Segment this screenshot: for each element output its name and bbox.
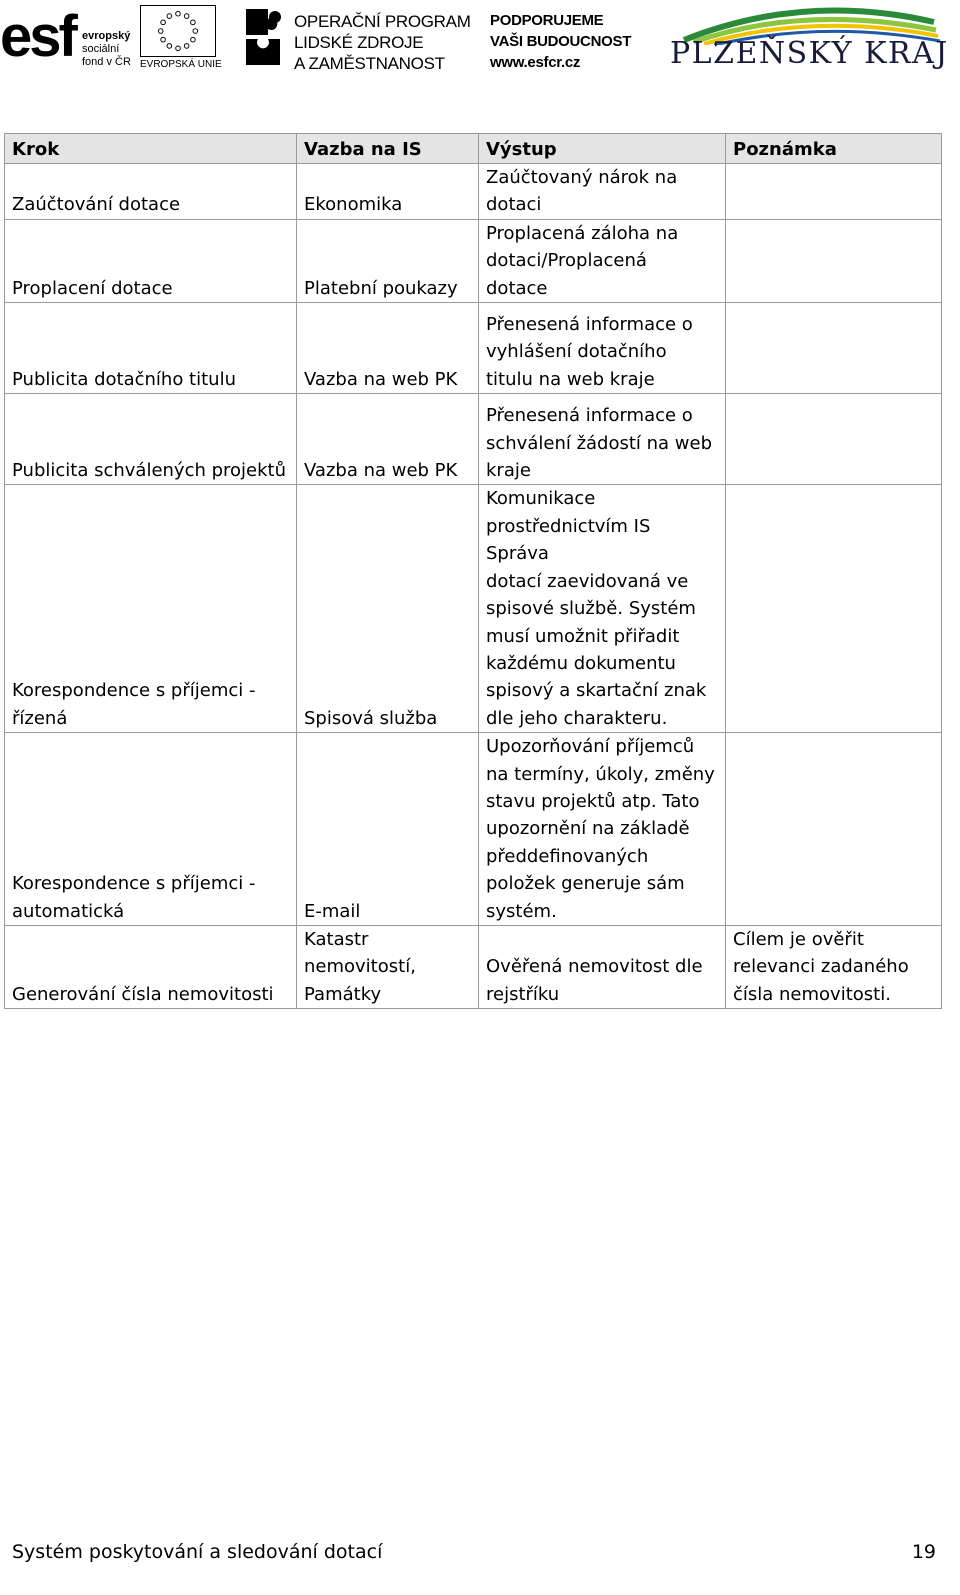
table-row	[5, 303, 942, 394]
table-cell-system: Vazba na web PK	[297, 394, 479, 485]
table-row	[5, 733, 942, 926]
table-cell-note	[726, 485, 942, 733]
process-steps-table	[4, 133, 942, 1009]
table-cell-output: Přenesená informace o vyhlášení dotačního titulu na web kraje	[479, 303, 726, 394]
esf-logo-line3: fond v ČR	[82, 56, 131, 68]
table-row	[5, 394, 942, 485]
table-cell-step: Zaúčtování dotace	[5, 164, 297, 220]
table-cell-note	[726, 164, 942, 220]
header-logo-bar	[0, 0, 960, 80]
eu-logo	[140, 5, 220, 71]
table-cell-step: Publicita dotačního titulu	[5, 303, 297, 394]
table-cell-system: Katastr nemovitostí, Památky	[297, 925, 479, 1008]
esf-logo-line2: sociální	[82, 43, 120, 55]
table-cell-note	[726, 733, 942, 926]
support-slogan	[490, 10, 650, 73]
column-header-poznamka: Poznámka	[726, 134, 942, 164]
table-row	[5, 219, 942, 302]
table-cell-note	[726, 394, 942, 485]
table-cell-step: Proplacení dotace	[5, 219, 297, 302]
support-slogan-line2: VAŠI BUDOUCNOST	[490, 33, 632, 50]
op-logo-line3: A ZAMĚSTNANOST	[294, 54, 445, 73]
eu-logo-label: EVROPSKÁ UNIE	[140, 59, 222, 70]
esf-logo-line1: evropský	[82, 30, 131, 42]
support-slogan-url: www.esfcr.cz	[490, 54, 581, 71]
column-header-vazba: Vazba na IS	[297, 134, 479, 164]
table-cell-output: Komunikace prostřednictvím IS Správa dotací zaevidovaná ve spisové službě. Systém musí umožnit přiřadit každému dokumentu spisový a skartační znak dle jeho charakteru.	[479, 485, 726, 733]
table-cell-note: Cílem je ověřit relevanci zadaného čísla nemovitosti.	[726, 925, 942, 1008]
op-lzz-logo	[242, 5, 482, 71]
table-cell-note	[726, 219, 942, 302]
table-cell-output: Zaúčtovaný nárok na dotaci	[479, 164, 726, 220]
table-cell-output: Upozorňování příjemců na termíny, úkoly, změny stavu projektů atp. Tato upozornění na základě předdefinovaných položek generuje sám systém.	[479, 733, 726, 926]
table-cell-system: Vazba na web PK	[297, 303, 479, 394]
table-cell-system: Ekonomika	[297, 164, 479, 220]
puzzle-person-icon	[242, 5, 286, 71]
table-cell-step: Publicita schválených projektů	[5, 394, 297, 485]
plzensky-kraj-logo	[664, 0, 949, 78]
footer-document-title: Systém poskytování a sledování dotací	[12, 1541, 383, 1563]
table-header-row	[5, 134, 942, 164]
table-cell-output: Ověřená nemovitost dle rejstříku	[479, 925, 726, 1008]
op-logo-line2: LIDSKÉ ZDROJE	[294, 33, 424, 52]
table-cell-system: Platební poukazy	[297, 219, 479, 302]
support-slogan-line1: PODPORUJEME	[490, 12, 604, 29]
footer-page-number: 19	[911, 1541, 936, 1563]
eu-flag-icon	[140, 5, 216, 57]
table-row	[5, 164, 942, 220]
table-cell-output: Proplacená záloha na dotaci/Proplacená dotace	[479, 219, 726, 302]
region-name: PLZEŇSKÝ KRAJ	[670, 36, 949, 71]
table-cell-system: Spisová služba	[297, 485, 479, 733]
column-header-vystup: Výstup	[479, 134, 726, 164]
esf-logo-mark: esf	[0, 4, 75, 69]
table-cell-step: Korespondence s příjemci - řízená	[5, 485, 297, 733]
op-logo-line1: OPERAČNÍ PROGRAM	[294, 12, 471, 31]
table-cell-output: Přenesená informace o schválení žádostí na web kraje	[479, 394, 726, 485]
table-cell-step: Korespondence s příjemci - automatická	[5, 733, 297, 926]
table-cell-note	[726, 303, 942, 394]
table-cell-step: Generování čísla nemovitosti	[5, 925, 297, 1008]
table-row	[5, 485, 942, 733]
esf-logo	[0, 5, 132, 71]
column-header-krok: Krok	[5, 134, 297, 164]
table-cell-system: E-mail	[297, 733, 479, 926]
table-row	[5, 925, 942, 1008]
